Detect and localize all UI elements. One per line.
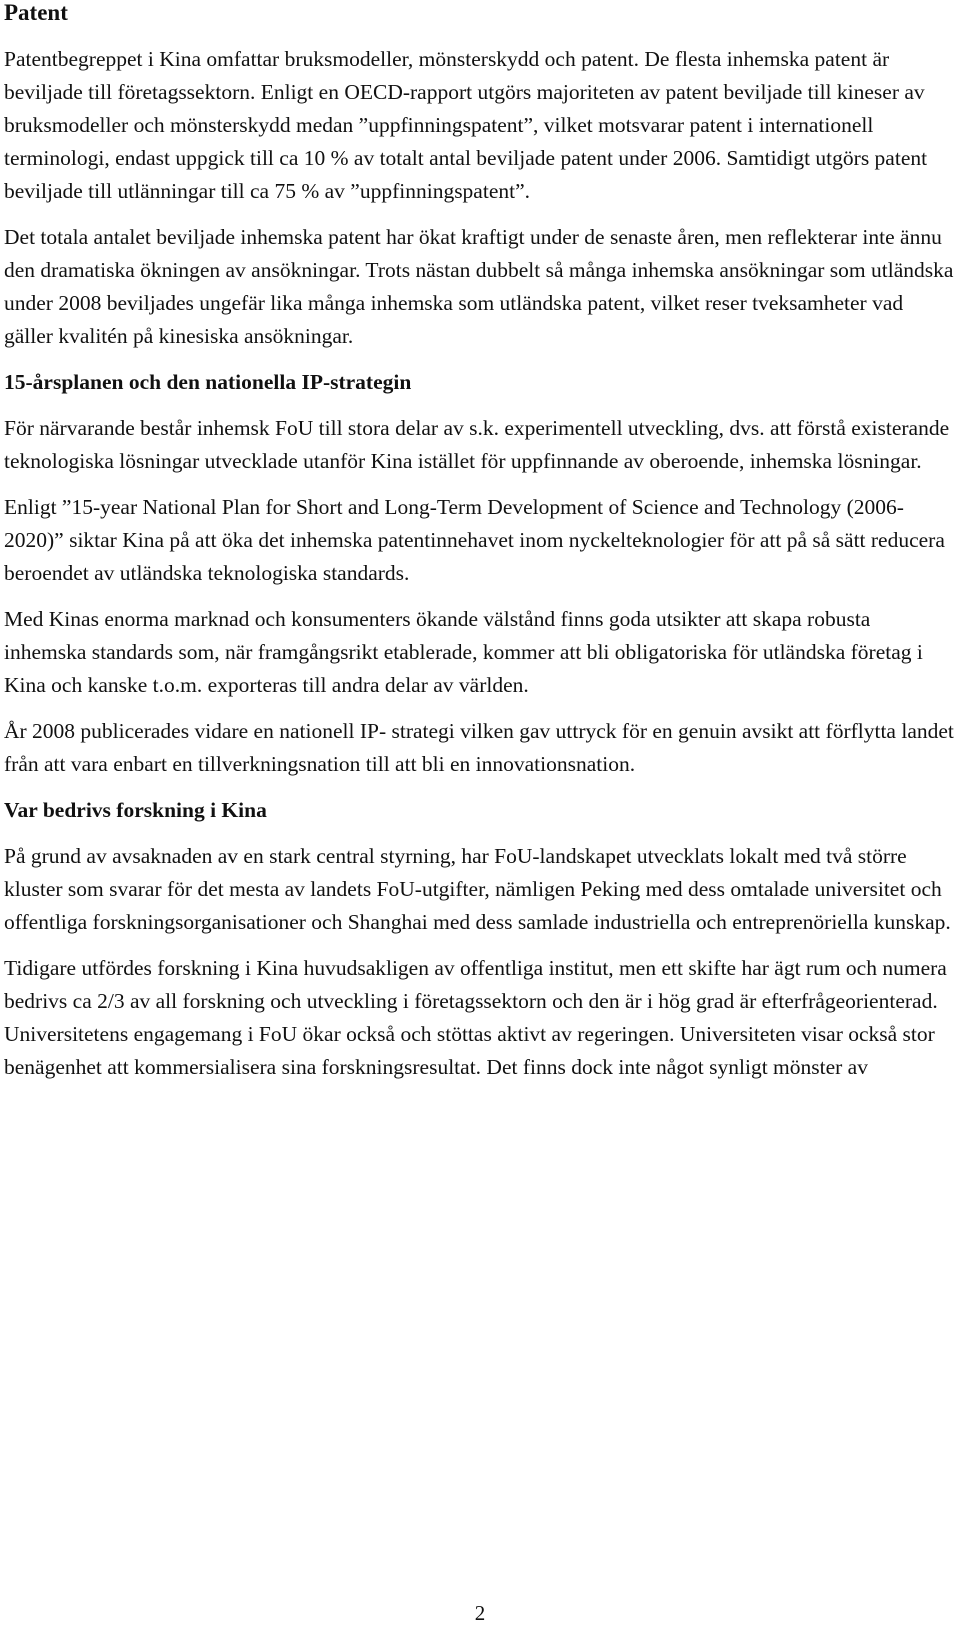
- paragraph-experimental-development: För närvarande består inhemsk FoU till stora delar av s.k. experimentell utveckling, dvs. att förstå existerande teknologiska lösningar utvecklade utanför Kina istället för uppfinnande av oberoende, inhemska lösningar.: [4, 416, 950, 473]
- paragraph-market-standards: Med Kinas enorma marknad och konsumenters ökande välstånd finns goda utsikter att skapa robusta inhemska standards som, när framgångsrikt etablerade, kommer att bli obligatoriska för utländska företag i Kina och kanske t.o.m. exporteras till andra delar av världen.: [4, 607, 923, 697]
- paragraph-rd-landscape: På grund av avsaknaden av en stark central styrning, har FoU-landskapet utvecklats lokalt med två större kluster som svarar för det mesta av landets FoU-utgifter, nämligen Peking med dess omtalade universitet och offentliga forskningsorganisationer och Shanghai med dess samlade industriella och entreprenöriella kunskap.: [4, 844, 951, 934]
- paragraph-research-shift: Tidigare utfördes forskning i Kina huvudsakligen av offentliga institut, men ett skifte har ägt rum och numera bedrivs ca 2/3 av all forskning och utveckling i företagssektorn och den är i hög grad är efterfrågeorienterad. Universitetens engagemang i FoU ökar också och stöttas aktivt av regeringen. Universiteten visar också stor benägenhet att kommersialisera sina forskningsresultat. Det finns dock inte något synligt mönster av: [4, 956, 947, 1079]
- paragraph-patent-concept: Patentbegreppet i Kina omfattar bruksmodeller, mönsterskydd och patent. De flesta inhemska patent är beviljade till företagssektorn. Enligt en OECD-rapport utgörs majoriteten av patent beviljade till kineser av bruksmodeller och mönsterskydd medan ”uppfinningspatent”, vilket motsvarar patent i internationell terminologi, endast uppgick till ca 10 % av totalt antal beviljade patent under 2006. Samtidigt utgörs patent beviljade till utlänningar till ca 75 % av ”uppfinningspatent”.: [4, 47, 928, 203]
- paragraph-granted-patents: Det totala antalet beviljade inhemska patent har ökat kraftigt under de senaste åren, men reflekterar inte ännu den dramatiska ökningen av ansökningar. Trots nästan dubbelt så många inhemska ansökningar som utländska under 2008 beviljades ungefär lika många inhemska som utländska patent, vilket reser tveksamheter vad gäller kvalitén på kinesiska ansökningar.: [4, 225, 954, 348]
- heading-patent: Patent: [4, 0, 68, 25]
- document-page: [4, 0, 954, 1084]
- page-number: 2: [474, 1601, 486, 1625]
- paragraph-ip-strategy: År 2008 publicerades vidare en nationell IP- strategi vilken gav uttryck för en genuin avsikt att förflytta landet från att vara enbart en tillverkningsnation till att bli en innovationsnation.: [4, 719, 954, 776]
- heading-15-year-plan: 15-årsplanen och den nationella IP-strategin: [4, 370, 412, 394]
- heading-research-location: Var bedrivs forskning i Kina: [4, 798, 267, 822]
- paragraph-national-plan: Enligt ”15-year National Plan for Short and Long-Term Development of Science and Technology (2006-2020)” siktar Kina på att öka det inhemska patentinnehavet inom nyckelteknologier för att på så sätt reducera beroendet av utländska teknologiska standards.: [4, 495, 945, 585]
